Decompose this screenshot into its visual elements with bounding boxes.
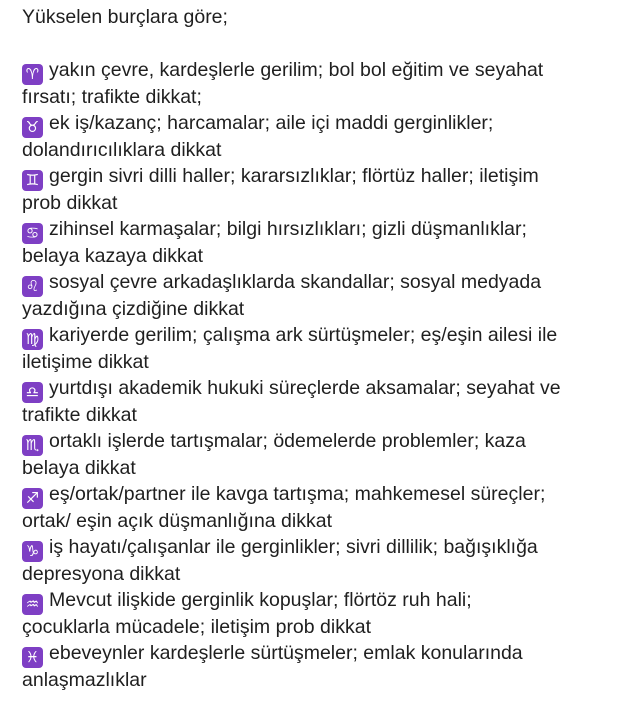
entry-text-line1: iş hayatı/çalışanlar ile gerginlikler; sivri dillilik; bağışıklığa <box>49 536 538 558</box>
virgo-icon: ♍ <box>22 329 43 350</box>
entry-text-line2: dolandırıcılıklara dikkat <box>22 138 222 161</box>
entry-text-line2: depresyona dikkat <box>22 562 181 585</box>
entry-gemini <box>22 163 616 216</box>
entry-text-line1: ek iş/kazanç; harcamalar; aile içi maddi gerginlikler; <box>49 112 494 134</box>
entry-text-line1: kariyerde gerilim; çalışma ark sürtüşmeler; eş/eşin ailesi ile <box>49 324 558 346</box>
entry-text-line1: yurtdışı akademik hukuki süreçlerde aksamalar; seyahat ve <box>49 377 561 399</box>
entry-text-line2: fırsatı; trafikte dikkat; <box>22 85 202 108</box>
entry-text-line2: anlaşmazlıklar <box>22 668 147 691</box>
capricorn-icon: ♑ <box>22 541 43 562</box>
cancer-icon: ♋ <box>22 223 43 244</box>
entry-scorpio <box>22 428 616 481</box>
entry-aquarius <box>22 587 616 640</box>
entry-text-line2: yazdığına çizdiğine dikkat <box>22 297 245 320</box>
entry-text-line1: gergin sivri dilli haller; kararsızlıklar; flörtüz haller; iletişim <box>49 165 539 187</box>
entry-taurus <box>22 110 616 163</box>
entry-leo <box>22 269 616 322</box>
entry-text-line2: çocuklarla mücadele; iletişim prob dikkat <box>22 615 371 638</box>
entry-text-line2: trafikte dikkat <box>22 403 137 426</box>
entry-pisces <box>22 640 616 693</box>
entry-text-line1: ortaklı işlerde tartışmalar; ödemelerde problemler; kaza <box>49 430 526 452</box>
libra-icon: ♎ <box>22 382 43 403</box>
entry-libra <box>22 375 616 428</box>
entry-sagittarius <box>22 481 616 534</box>
document-body <box>22 4 616 693</box>
aquarius-icon: ♒ <box>22 594 43 615</box>
entry-text-line1: yakın çevre, kardeşlerle gerilim; bol bol eğitim ve seyahat <box>49 59 544 81</box>
entry-text-line1: eş/ortak/partner ile kavga tartışma; mahkemesel süreçler; <box>49 483 546 505</box>
entry-aries <box>22 57 616 110</box>
entry-virgo <box>22 322 616 375</box>
entry-text-line1: Mevcut ilişkide gerginlik kopuşlar; flörtöz ruh hali; <box>49 589 472 611</box>
entry-capricorn <box>22 534 616 587</box>
sagittarius-icon: ♐ <box>22 488 43 509</box>
leo-icon: ♌ <box>22 276 43 297</box>
blank-line <box>22 31 616 58</box>
scorpio-icon: ♏ <box>22 435 43 456</box>
entry-text-line1: sosyal çevre arkadaşlıklarda skandallar; sosyal medyada <box>49 271 542 293</box>
taurus-icon: ♉ <box>22 117 43 138</box>
entry-text-line1: zihinsel karmaşalar; bilgi hırsızlıkları; gizli düşmanlıklar; <box>49 218 527 240</box>
entry-text-line2: ortak/ eşin açık düşmanlığına dikkat <box>22 509 332 532</box>
entry-text-line2: iletişime dikkat <box>22 350 149 373</box>
entry-text-line1: ebeveynler kardeşlerle sürtüşmeler; emlak konularında <box>49 642 523 664</box>
entry-text-line2: belaya kazaya dikkat <box>22 244 204 267</box>
entry-cancer <box>22 216 616 269</box>
entry-text-line2: prob dikkat <box>22 191 118 214</box>
entry-text-line2: belaya dikkat <box>22 456 136 479</box>
pisces-icon: ♓ <box>22 647 43 668</box>
aries-icon: ♈ <box>22 64 43 85</box>
document-title: Yükselen burçlara göre; <box>22 6 228 28</box>
gemini-icon: ♊ <box>22 170 43 191</box>
